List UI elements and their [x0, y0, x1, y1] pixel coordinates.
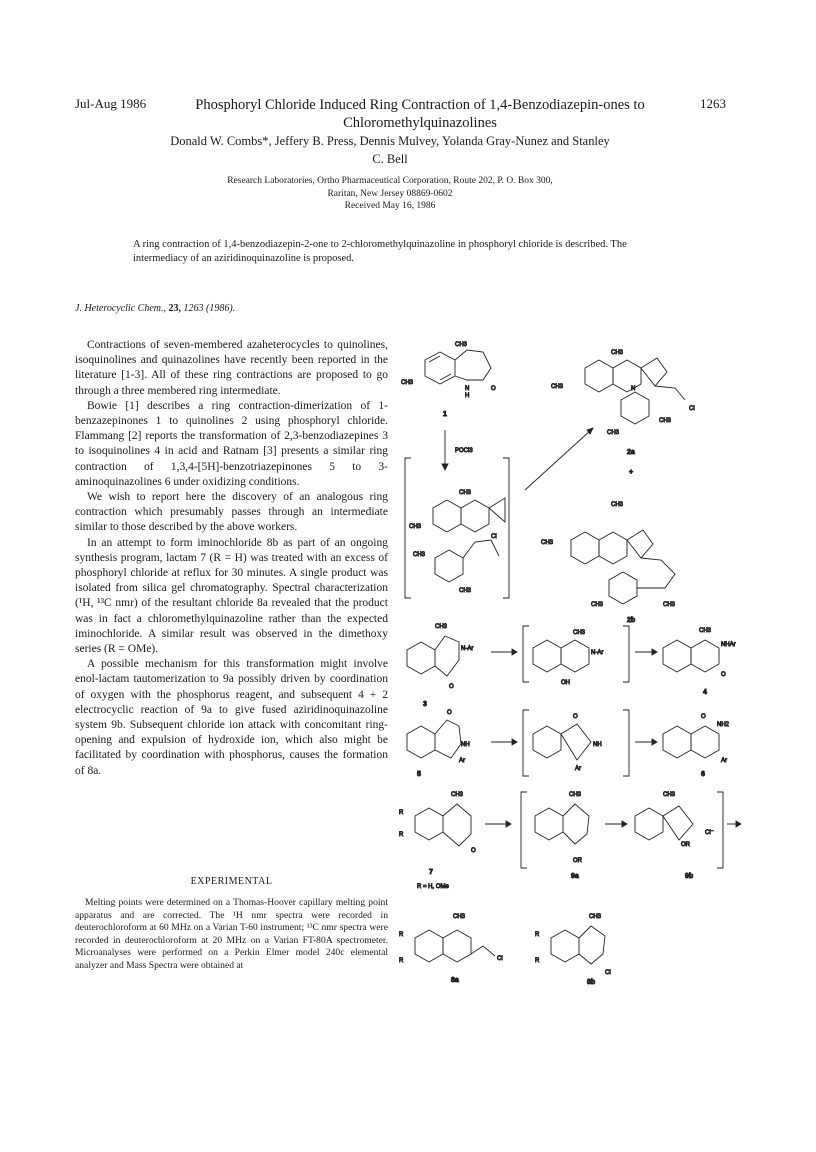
ch3-label: CH3 [459, 490, 472, 496]
ch3-label: CH3 [551, 384, 564, 390]
ch3-label: CH3 [659, 418, 672, 424]
label-5: 5 [417, 771, 421, 778]
oh-label: OH [561, 680, 570, 686]
page-number: 1263 [700, 96, 726, 111]
intermediate-bracket [405, 458, 509, 598]
ch3-label: CH3 [591, 602, 604, 608]
ch3-label: CH3 [569, 792, 582, 798]
ch3-label: CH3 [607, 430, 620, 436]
label-6: 6 [701, 771, 705, 778]
ch3-label: CH3 [589, 914, 602, 920]
or-label: OR [681, 842, 690, 848]
r-label: R [399, 958, 404, 964]
paragraph-3: We wish to report here the discovery of an analogous ring contraction which presumably passes through an intermediate similar to those described by the above workers. [75, 491, 388, 534]
r-label: R [535, 932, 540, 938]
cl-label: Cl [491, 534, 497, 540]
ar-label: Ar [459, 758, 465, 764]
compound-1 [401, 342, 496, 418]
o-label: O [449, 684, 454, 690]
ch3-label: CH3 [409, 524, 422, 530]
label-9b: 9b [685, 873, 694, 880]
cl-label: Cl [497, 956, 503, 962]
ch3-label: CH3 [663, 792, 676, 798]
authors-line-1: Donald W. Combs*, Jeffery B. Press, Dennis Mulvey, Yolanda Gray-Nunez and Stanley [170, 134, 610, 148]
reagent-pocl3: POCl3 [455, 448, 473, 454]
ch3-label: CH3 [451, 792, 464, 798]
authors-line-2: C. Bell [372, 152, 408, 166]
paragraph-2: Bowie [1] describes a ring contraction-dimerization of 1-benzazepinones 1 to quinolines 2 using phosphoryl chloride. Flammang [2] reports the transformation of 2,3-benzodiazepines 3 to isoquinolines 4 in acid and Ratnam [3] presents a similar ring contraction of 1,3,4-[5H]-benzotriazepinones 5 to 3-aminoquinazolines 6 under oxidizing conditions. [75, 399, 388, 488]
affiliation [120, 175, 660, 213]
r-label: R [399, 832, 404, 838]
nhar-label: NHAr [721, 642, 736, 648]
reaction-scheme [395, 330, 741, 1030]
label-1: 1 [443, 411, 447, 418]
h-label: H [465, 393, 470, 399]
received-date: Received May 16, 1986 [344, 201, 436, 211]
label-7: 7 [429, 869, 433, 876]
r-note: R = H, OMe [417, 884, 449, 890]
label-2a: 2a [627, 449, 635, 456]
citation-journal: J. Heterocyclic Chem., [75, 303, 166, 314]
experimental-text: Melting points were determined on a Thomas-Hoover capillary melting point apparatus and are corrected. The ¹H nmr spectra were recorded in deuterochloroform at 60 MHz on a Varian T-60 instrument; ¹³C nmr spectra were recorded in deuterochloroform at 20 MHz on a Varian FT-80A spectrometer. Microanalyses were performed on a Perkin Elmer model 240c elemental analyzer and Mass Spectra were obtained at [75, 897, 388, 971]
nar-label: N-Ar [461, 646, 474, 652]
cl-label: Cl [605, 970, 611, 976]
ar-label: Ar [575, 766, 581, 772]
ch3-label: CH3 [413, 552, 426, 558]
label-4: 4 [703, 689, 707, 696]
affiliation-line-1: Research Laboratories, Ortho Pharmaceutical Corporation, Route 202, P. O. Box 300, [227, 176, 553, 186]
ch3-label: CH3 [455, 342, 468, 348]
citation [75, 303, 235, 314]
nh2-label: NH2 [717, 722, 730, 728]
body-text [75, 338, 388, 779]
label-3: 3 [423, 701, 427, 708]
label-8a: 8a [451, 977, 459, 984]
ch3-label: CH3 [573, 630, 586, 636]
citation-rest: 1263 (1986). [183, 303, 236, 314]
label-2b: 2b [627, 617, 636, 624]
ch3-label: CH3 [541, 540, 554, 546]
affiliation-line-2: Raritan, New Jersey 08869-0602 [327, 188, 453, 199]
ch3-label: CH3 [699, 628, 712, 634]
row-3-4 [407, 624, 736, 708]
journal-date: Jul-Aug 1986 [75, 96, 147, 111]
o-label: O [573, 714, 578, 720]
chloride-ion-label: Cl⁻ [705, 830, 714, 836]
paragraph-1: Contractions of seven-membered azaheterocycles to quinolines, isoquinolines and quinazolines have recently been reported in the literature [1-3]. All of these ring contractions are proposed to go through a three membered ring intermediate. [75, 339, 388, 397]
or-label: OR [573, 858, 582, 864]
cl-label: Cl [689, 406, 695, 412]
o-label: O [471, 848, 476, 854]
article-title: Phosphoryl Chloride Induced Ring Contraction of 1,4-Benzodiazepin-ones to Chloromethylquinazolines [195, 97, 645, 131]
label-8b: 8b [587, 979, 596, 986]
abstract: A ring contraction of 1,4-benzodiazepin-2-one to 2-chloromethylquinazoline in phosphoryl chloride is described. The intermediacy of an aziridinoquinazoline is proposed. [133, 239, 627, 264]
plus-sign: + [629, 469, 634, 476]
n-label: N [631, 386, 636, 392]
o-label: O [701, 714, 706, 720]
label-9a: 9a [571, 873, 579, 880]
paragraph-4: In an attempt to form iminochloride 8b as part of an ongoing synthesis program, lactam 7 (R = H) was treated with an excess of phosphoryl chloride at reflux for 30 minutes. A single product was isolated from silica gel chromatography. Spectral characterization (¹H, ¹³C nmr) of the resultant chloride 8a revealed that the product was in fact a chloromethylquinazoline rather than the expected iminochloride. A similar result was observed in the dimethoxy series (R = OMe). [75, 536, 388, 656]
r-label: R [535, 958, 540, 964]
compound-2b [541, 502, 676, 624]
ch3-label: CH3 [453, 914, 466, 920]
ch3-label: CH3 [435, 624, 448, 630]
o-label: O [491, 386, 496, 392]
compound-2a [551, 350, 695, 476]
row-8 [399, 914, 611, 986]
r-label: R [399, 932, 404, 938]
ch3-label: CH3 [401, 380, 414, 386]
nar-label: N-Ar [591, 650, 604, 656]
ch3-label: CH3 [611, 502, 624, 508]
ar-label: Ar [721, 758, 727, 764]
o-label: O [447, 710, 452, 716]
paragraph-5: A possible mechanism for this transformation might involve enol-lactam tautomerization to 9a possibly driven by coordination of oxygen with the phosphorus reagent, and subsequent 4 + 2 electrocyclic reaction of 9a to give fused aziridinoquinazoline system 9b. Subsequent chloride ion attack with concomitant ring-opening and expulsion of hydroxide ion, which also might be facilitated by coordination with phosphorus, causes the formation of 8a. [75, 658, 388, 777]
author-list [140, 132, 640, 168]
n-label: N [465, 386, 470, 392]
ch3-label: CH3 [663, 602, 676, 608]
row-5-6 [407, 710, 730, 778]
row-7-9 [399, 792, 741, 890]
nh-label: NH [461, 742, 470, 748]
ch3-label: CH3 [459, 588, 472, 594]
nh-label: NH [593, 742, 602, 748]
ch3-label: CH3 [611, 350, 624, 356]
o-label: O [721, 672, 726, 678]
experimental-heading: EXPERIMENTAL [190, 876, 273, 887]
r-label: R [399, 810, 404, 816]
citation-volume: 23, [168, 303, 181, 314]
